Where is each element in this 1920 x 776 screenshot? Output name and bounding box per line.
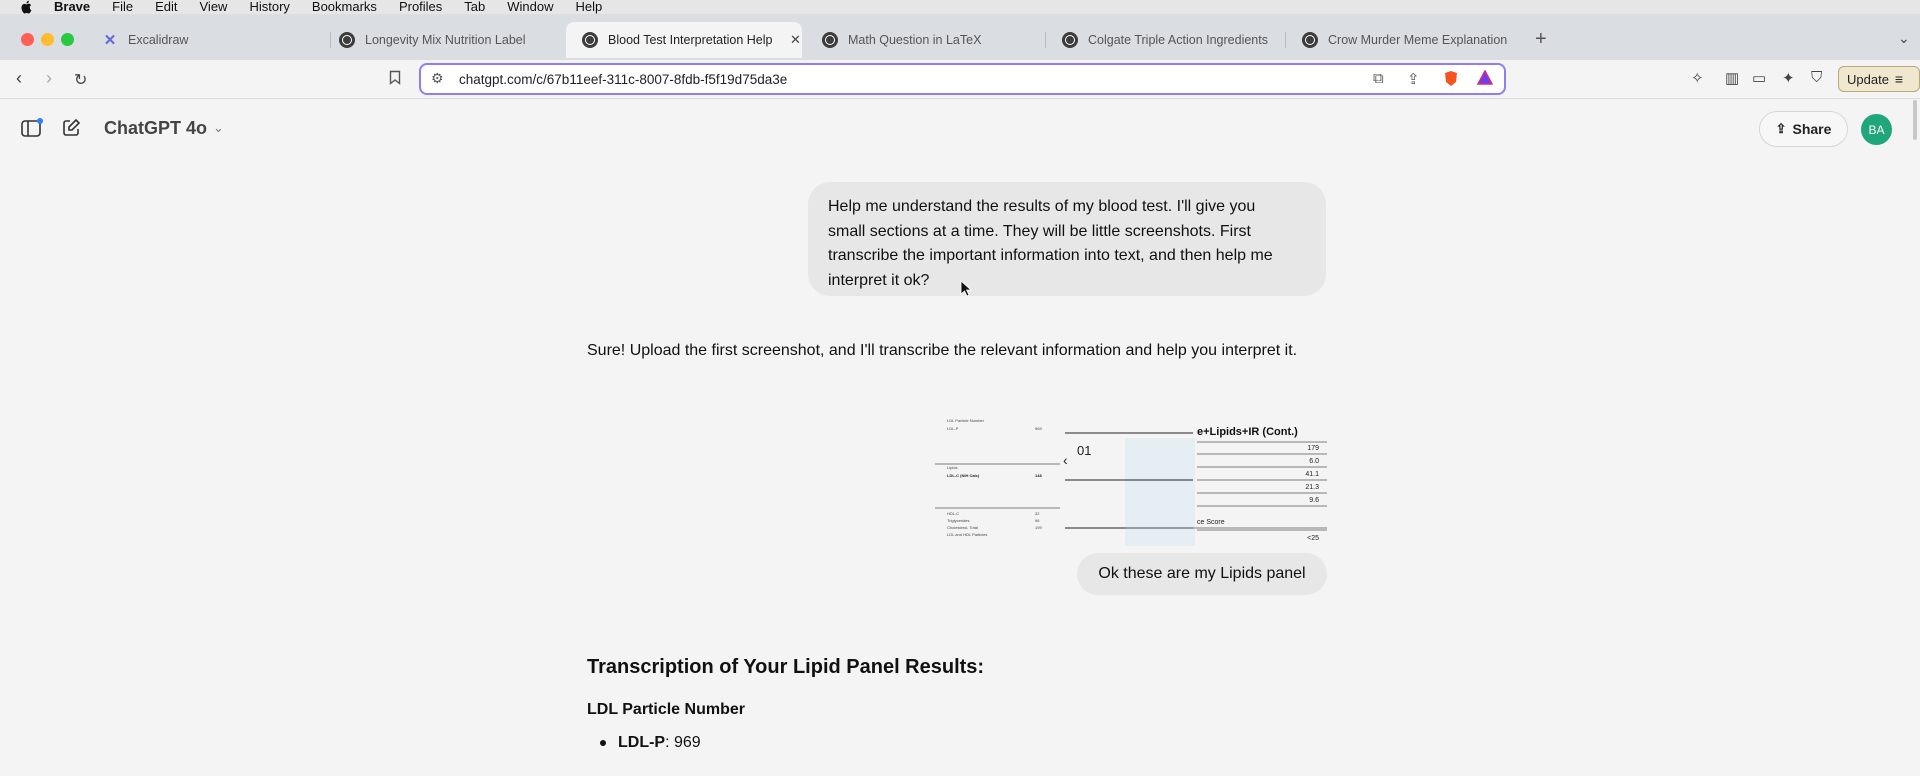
thumb-trig-label: Triglycerides [947, 518, 970, 523]
model-selector[interactable]: ChatGPT 4o [104, 118, 208, 138]
menu-edit[interactable]: Edit [155, 0, 178, 14]
forward-icon[interactable]: › [46, 68, 52, 88]
brave-rewards-icon[interactable] [1477, 70, 1493, 89]
chatgpt-icon [1302, 32, 1318, 48]
menu-file[interactable]: File [112, 0, 134, 14]
message-line: Help me understand the results of my blood test. I'll give you [828, 198, 1256, 215]
thumb-val-3: 41.1 [1305, 471, 1319, 478]
thumb-hdlc-label: HDL-C [947, 511, 960, 516]
thumb-ldlc-label: LDL-C (NIH Calc) [947, 473, 980, 478]
bullet-value: : 969 [665, 734, 701, 751]
tab-title: Longevity Mix Nutrition Label [365, 33, 526, 47]
share-button[interactable] [1759, 111, 1848, 147]
sidebar-toggle-icon[interactable] [21, 118, 43, 143]
tab-title: Math Question in LaTeX [848, 33, 982, 47]
thumb-val-4: 21.3 [1305, 484, 1319, 491]
wallet-icon[interactable]: ▭ [1752, 70, 1767, 87]
menu-bookmarks[interactable]: Bookmarks [311, 0, 377, 14]
thumb-lipids-label: Lipids [947, 465, 958, 470]
avatar[interactable]: BA [1861, 114, 1892, 145]
thumb-val-2: 6.0 [1309, 458, 1319, 465]
close-tab-icon[interactable]: ✕ [790, 32, 801, 47]
menu-window[interactable]: Window [507, 0, 554, 14]
sidebar-toggle-icon[interactable]: ▥ [1725, 70, 1740, 87]
chatgpt-icon [1062, 32, 1078, 48]
thumb-particles-label: LDL and HDL Particles [947, 532, 988, 537]
chevron-down-icon[interactable]: ⌄ [213, 120, 224, 135]
assistant-message: Sure! Upload the first screenshot, and I'll transcribe the relevant information and help you interpret it. [587, 342, 1298, 359]
thumb-ldlp-label: LDL-P [947, 426, 959, 431]
menu-history[interactable]: History [249, 0, 290, 14]
list-item [600, 734, 701, 752]
address-bar[interactable] [419, 63, 1506, 95]
tab-overflow-chevron-icon[interactable]: ⌄ [1898, 30, 1910, 46]
update-button[interactable] [1838, 66, 1920, 92]
menu-view[interactable]: View [199, 0, 228, 14]
new-tab-icon[interactable]: + [1535, 28, 1547, 50]
page-scrollbar[interactable] [1913, 100, 1917, 140]
zoom-window-button[interactable] [61, 33, 74, 46]
tab-excalidraw[interactable] [86, 22, 316, 58]
response-subheading: LDL Particle Number [587, 701, 745, 718]
response-heading: Transcription of Your Lipid Panel Results: [587, 656, 985, 678]
tab-longevity-mix[interactable] [323, 22, 558, 58]
bookmark-icon[interactable] [389, 70, 401, 89]
chatgpt-icon [822, 32, 838, 48]
open-external-icon[interactable]: ⧉ [1373, 70, 1384, 87]
hamburger-menu-icon: ≡ [1894, 71, 1904, 87]
thumb-left-header: LDL Particle Number [947, 418, 984, 423]
thumb-middle-text: 01 [1077, 443, 1092, 458]
site-settings-icon[interactable]: ⚙ [431, 70, 444, 86]
thumb-val-5: 9.6 [1309, 497, 1319, 504]
close-window-button[interactable] [21, 33, 34, 46]
minimize-window-button[interactable] [41, 33, 54, 46]
chatgpt-icon [339, 32, 355, 48]
uploaded-image[interactable] [935, 418, 1327, 546]
mouse-cursor-icon [960, 280, 972, 298]
thumb-trig-value: 96 [1035, 518, 1040, 523]
share-icon: ⇪ [1775, 121, 1787, 136]
back-icon[interactable]: ‹ [16, 68, 22, 88]
navigation-toolbar [0, 60, 1920, 99]
user-message [808, 182, 1326, 296]
message-line: small sections at a time. They will be little screenshots. First [828, 222, 1251, 240]
message-line: interpret it ok? [828, 271, 930, 289]
apple-icon[interactable] [20, 0, 34, 14]
tab-title: Crow Murder Meme Explanation [1328, 33, 1508, 47]
menu-tab[interactable]: Tab [464, 0, 486, 14]
new-chat-icon[interactable] [61, 118, 81, 143]
tab-title: Excalidraw [128, 33, 189, 47]
user-message: Ok these are my Lipids panel [1077, 553, 1327, 595]
extensions-icon[interactable]: ✧ [1691, 70, 1704, 87]
leo-ai-icon[interactable]: ✦ [1782, 70, 1795, 87]
thumb-arrow-icon: ‹ [1063, 452, 1068, 468]
tab-crow-meme[interactable] [1286, 22, 1522, 58]
excalidraw-icon: ✕ [103, 32, 117, 49]
thumb-ldlp-value: 969 [1035, 426, 1042, 431]
bullet-label: LDL-P [618, 734, 666, 751]
bullet-icon [600, 740, 606, 746]
thumb-score-label: ce Score [1197, 519, 1225, 526]
thumb-chol-label: Cholesterol, Total [947, 525, 978, 530]
thumb-val-1: 179 [1307, 445, 1319, 452]
share-page-icon[interactable]: ⇪ [1407, 71, 1420, 88]
tab-math-latex[interactable] [806, 22, 1042, 58]
reload-icon[interactable]: ↻ [74, 72, 88, 89]
tab-colgate[interactable] [1046, 22, 1282, 58]
thumb-chol-value: 199 [1035, 525, 1042, 530]
thumb-last-value: <25 [1307, 535, 1319, 542]
brave-shields-icon[interactable] [1443, 70, 1459, 91]
tab-title: Colgate Triple Action Ingredients [1088, 33, 1268, 47]
update-label: Update [1847, 71, 1889, 87]
menu-help[interactable]: Help [575, 0, 603, 14]
vpn-shield-icon[interactable]: ⛉ [1811, 69, 1823, 86]
url-text: chatgpt.com/c/67b11eef-311c-8007-8fdb-f5f19d75da3e [459, 72, 788, 87]
thumb-right-header: e+Lipids+IR (Cont.) [1197, 426, 1298, 438]
menu-brave[interactable]: Brave [54, 0, 91, 14]
share-label: Share [1792, 121, 1832, 137]
thumb-hdlc-value: 32 [1035, 511, 1040, 516]
tab-blood-test[interactable] [566, 22, 802, 58]
macos-menu-bar [0, 0, 1920, 14]
chatgpt-icon [582, 32, 598, 48]
menu-profiles[interactable]: Profiles [398, 0, 443, 14]
message-line: transcribe the important information into text, and then help me [828, 247, 1273, 264]
thumb-ldlc-value: 148 [1035, 473, 1042, 478]
tab-title: Blood Test Interpretation Help [608, 33, 773, 47]
lipid-panel-thumbnail [935, 418, 1327, 546]
